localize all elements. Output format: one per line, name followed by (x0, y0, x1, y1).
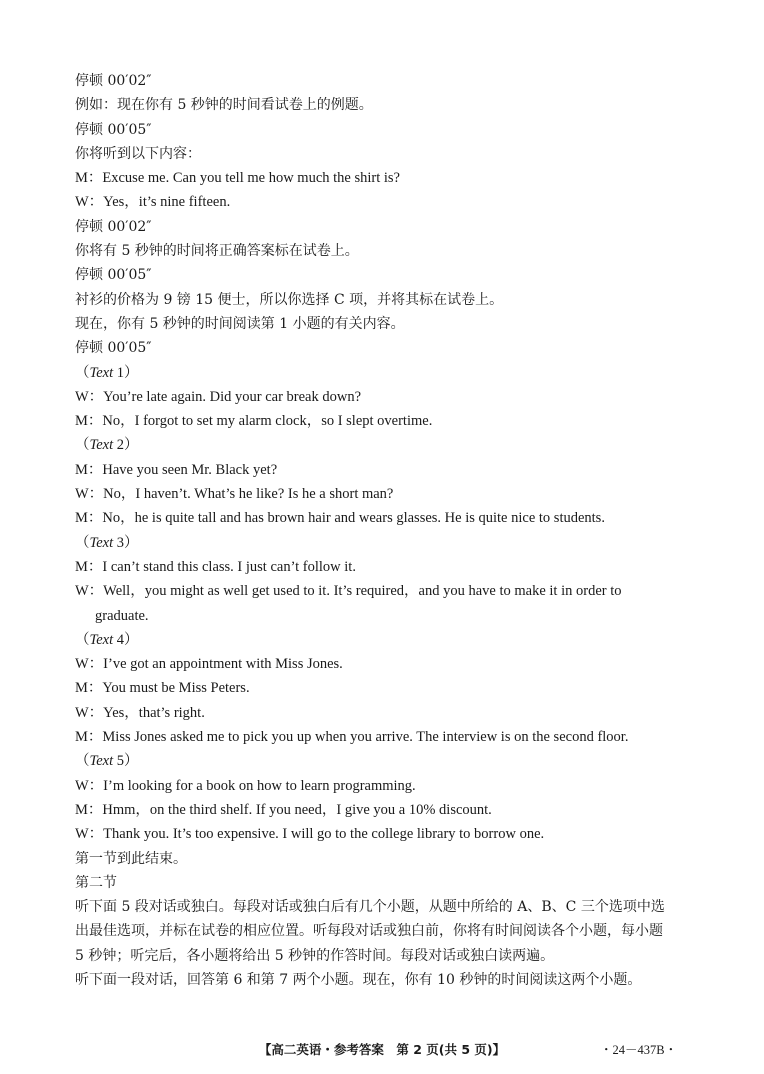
pause-line: 停顿 00′05″ (75, 267, 152, 284)
dialogue-line: M：No，I forgot to set my alarm clock，so I slept overtime. (75, 413, 433, 430)
dialogue-line: M：Hmm，on the third shelf. If you need，I give you a 10% discount. (75, 801, 492, 818)
dialogue-line: M：You must be Miss Peters. (75, 680, 250, 697)
document-body (75, 69, 700, 992)
instruction-line: 听下面一段对话，回答第 6 和第 7 两个小题。现在，你有 10 秒钟的时间阅读这两个小题。 (75, 971, 642, 988)
text-5-label: （Text 5） (75, 753, 139, 770)
page-footer (0, 1040, 764, 1060)
instruction-line: 出最佳选项，并标在试卷的相应位置。听每段对话或独白前，你将有时间阅读各个小题，每小题 (75, 923, 663, 940)
dialogue-line: W：You’re late again. Did your car break down? (75, 388, 362, 405)
text-4-label: （Text 4） (75, 631, 139, 648)
text-3-label: （Text 3） (75, 534, 139, 551)
instruction-line: 衬衫的价格为 9 镑 15 便士，所以你选择 C 项，并将其标在试卷上。 (75, 291, 504, 308)
footer-code: ・24－437B・ (600, 1043, 678, 1057)
dialogue-line: W：Thank you. It’s too expensive. I will go to the college library to borrow one. (75, 826, 545, 843)
dialogue-line: M：Excuse me. Can you tell me how much the shirt is? (75, 170, 400, 187)
dialogue-line: M：No，he is quite tall and has brown hair and wears glasses. He is quite nice to students. (75, 510, 605, 527)
pause-line: 停顿 00′05″ (75, 121, 152, 138)
section-end-line: 第一节到此结束。 (75, 850, 187, 867)
dialogue-line: W：Yes，that’s right. (75, 704, 205, 721)
dialogue-line: W：No，I haven’t. What’s he like? Is he a short man? (75, 486, 394, 503)
instruction-line: 你将有 5 秒钟的时间将正确答案标在试卷上。 (75, 243, 359, 260)
instruction-line: 现在，你有 5 秒钟的时间阅读第 1 小题的有关内容。 (75, 315, 405, 332)
dialogue-line: M：I can’t stand this class. I just can’t follow it. (75, 558, 356, 575)
text-2-label: （Text 2） (75, 437, 139, 454)
pause-line: 停顿 00′05″ (75, 340, 152, 357)
section-heading: 第二节 (75, 874, 117, 891)
dialogue-line: W：Yes，it’s nine fifteen. (75, 194, 231, 211)
pause-line: 停顿 00′02″ (75, 73, 152, 89)
dialogue-line: W：I’ve got an appointment with Miss Jones. (75, 656, 343, 673)
instruction-line: 你将听到以下内容： (75, 145, 201, 162)
dialogue-line: W：I’m looking for a book on how to learn programming. (75, 777, 416, 794)
dialogue-line: W：Well，you might as well get used to it. It’s required，and you have to make it in order to (75, 583, 622, 600)
dialogue-line: M：Miss Jones asked me to pick you up when you arrive. The interview is on the second floor. (75, 729, 629, 746)
instruction-line: 听下面 5 段对话或独白。每段对话或独白后有几个小题，从题中所给的 A、B、C 三个选项中选 (75, 899, 665, 916)
footer-page-info: 【高二英语・参考答案 第 2 页(共 5 页)】 (258, 1042, 506, 1057)
instruction-line: 5 秒钟；听完后，各小题将给出 5 秒钟的作答时间。每段对话或独白读两遍。 (75, 947, 555, 964)
instruction-line: 例如：现在你有 5 秒钟的时间看试卷上的例题。 (75, 97, 373, 114)
dialogue-line: M：Have you seen Mr. Black yet? (75, 461, 278, 478)
text-1-label: （Text 1） (75, 364, 139, 381)
dialogue-line-continued: graduate. (95, 607, 149, 624)
pause-line: 停顿 00′02″ (75, 218, 152, 235)
